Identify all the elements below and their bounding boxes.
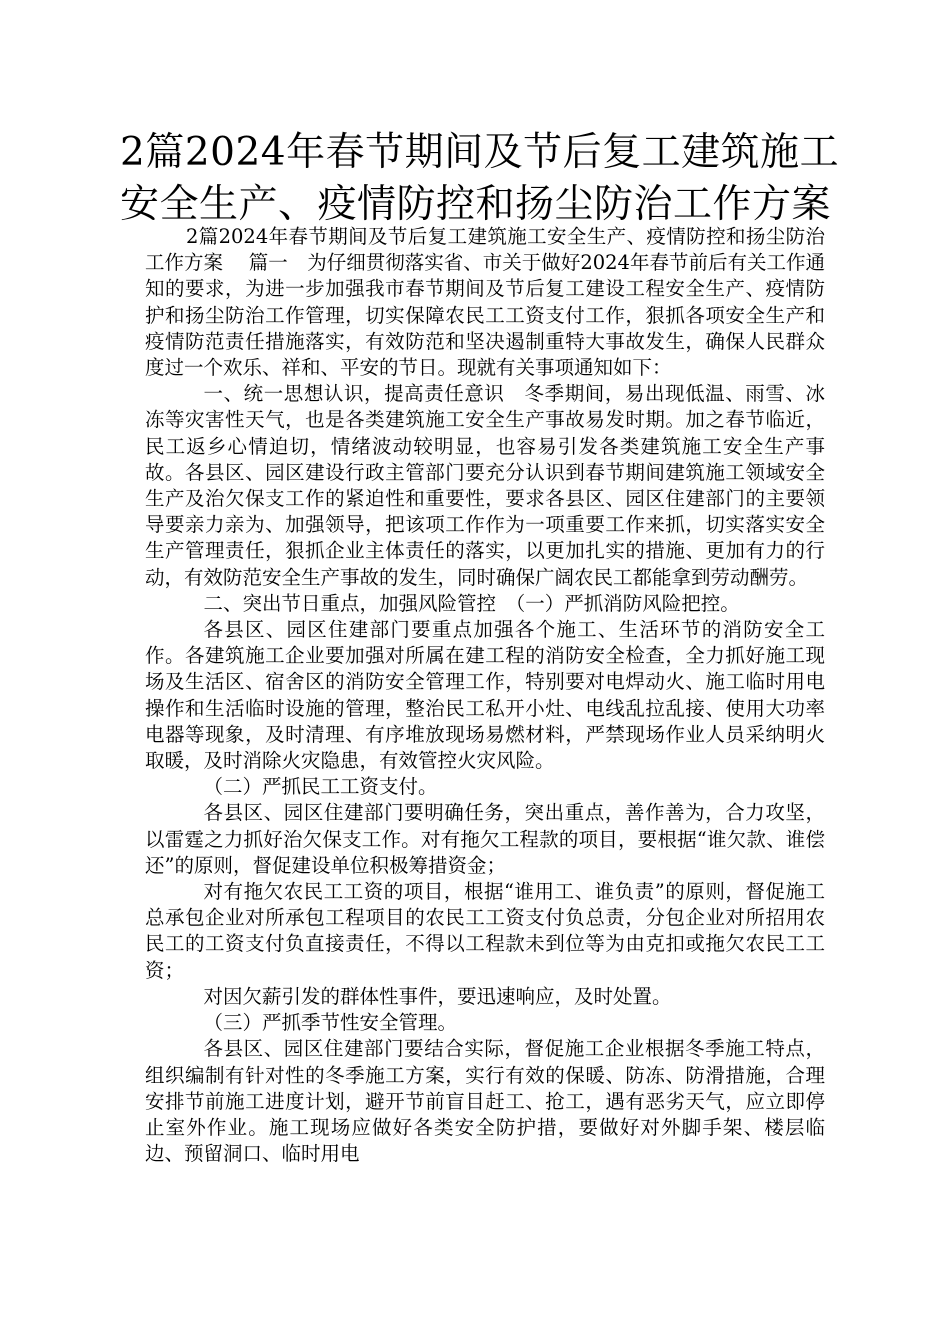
section-heading: 二、突出节日重点，加强风险管控 （一）严抓消防风险把控。 [203, 591, 740, 615]
document-body [145, 224, 825, 1167]
body-paragraph: 对因欠薪引发的群体性事件，要迅速响应，及时处置。 [203, 984, 672, 1008]
subsection-heading: （二）严抓民工工资支付。 [203, 775, 438, 799]
document-title-line-2: 安全生产、疫情防控和扬尘防治工作方案 [120, 182, 832, 227]
body-paragraph: 对有拖欠农民工工资的项目，根据“谁用工、谁负责”的原则，督促施工总承包企业对所承包工程项目的农民工工资支付负总责，分包企业对所招用农民工的工资支付负直接责任，不得以工程款未到位等为由克扣或拖欠农民工工资； [145, 880, 825, 982]
body-paragraph: 各县区、园区住建部门要明确任务，突出重点，善作善为，合力攻坚，以雷霆之力抓好治欠保支工作。对有拖欠工程款的项目，要根据“谁欠款、谁偿还”的原则，督促建设单位积极筹措资金； [145, 801, 825, 877]
body-paragraph: 2篇2024年春节期间及节后复工建筑施工安全生产、疫情防控和扬尘防治工作方案 篇一 为仔细贯彻落实省、市关于做好2024年春节前后有关工作通知的要求，为进一步加强我市春节期间及节后复工建设工程安全生产、疫情防护和扬尘防治工作管理，切实保障农民工工资支付工作，狠抓各项安全生产和疫情防范责任措施落实，有效防范和坚决遏制重特大事故发生，确保人民群众度过一个欢乐、祥和、平安的节日。现就有关事项通知如下： [145, 225, 825, 380]
subsection-heading: （三）严抓季节性安全管理。 [203, 1011, 458, 1035]
body-paragraph: 一、统一思想认识，提高责任意识 冬季期间，易出现低温、雨雪、冰冻等灾害性天气，也是各类建筑施工安全生产事故易发时期。加之春节临近，民工返乡心情迫切，情绪波动较明显，也容易引发各类建筑施工安全生产事故。各县区、园区建设行政主管部门要充分认识到春节期间建筑施工领域安全生产及治欠保支工作的紧迫性和重要性，要求各县区、园区住建部门的主要领导要亲力亲为、加强领导，把该项工作作为一项重要工作来抓，切实落实安全生产管理责任，狠抓企业主体责任的落实，以更加扎实的措施、更加有力的行动，有效防范安全生产事故的发生，同时确保广阔农民工都能拿到劳动酬劳。 [145, 382, 825, 589]
document-title-line-1: 2篇2024年春节期间及节后复工建筑施工 [120, 130, 840, 175]
body-paragraph: 各县区、园区住建部门要结合实际，督促施工企业根据冬季施工特点，组织编制有针对性的冬季施工方案，实行有效的保暖、防冻、防滑措施，合理安排节前施工进度计划，避开节前盲目赶工、抢工，遇有恶劣天气，应立即停止室外作业。施工现场应做好各类安全防护措，要做好对外脚手架、楼层临边、预留洞口、临时用电 [145, 1037, 825, 1166]
body-paragraph: 各县区、园区住建部门要重点加强各个施工、生活环节的消防安全工作。各建筑施工企业要加强对所属在建工程的消防安全检查，全力抓好施工现场及生活区、宿舍区的消防安全管理工作，特别要对电焊动火、施工临时用电操作和生活临时设施的管理，整治民工私开小灶、电线乱拉乱接、使用大功率电器等现象，及时清理、有序堆放现场易燃材料，严禁现场作业人员采纳明火取暖，及时消除火灾隐患，有效管控火灾风险。 [145, 618, 825, 773]
